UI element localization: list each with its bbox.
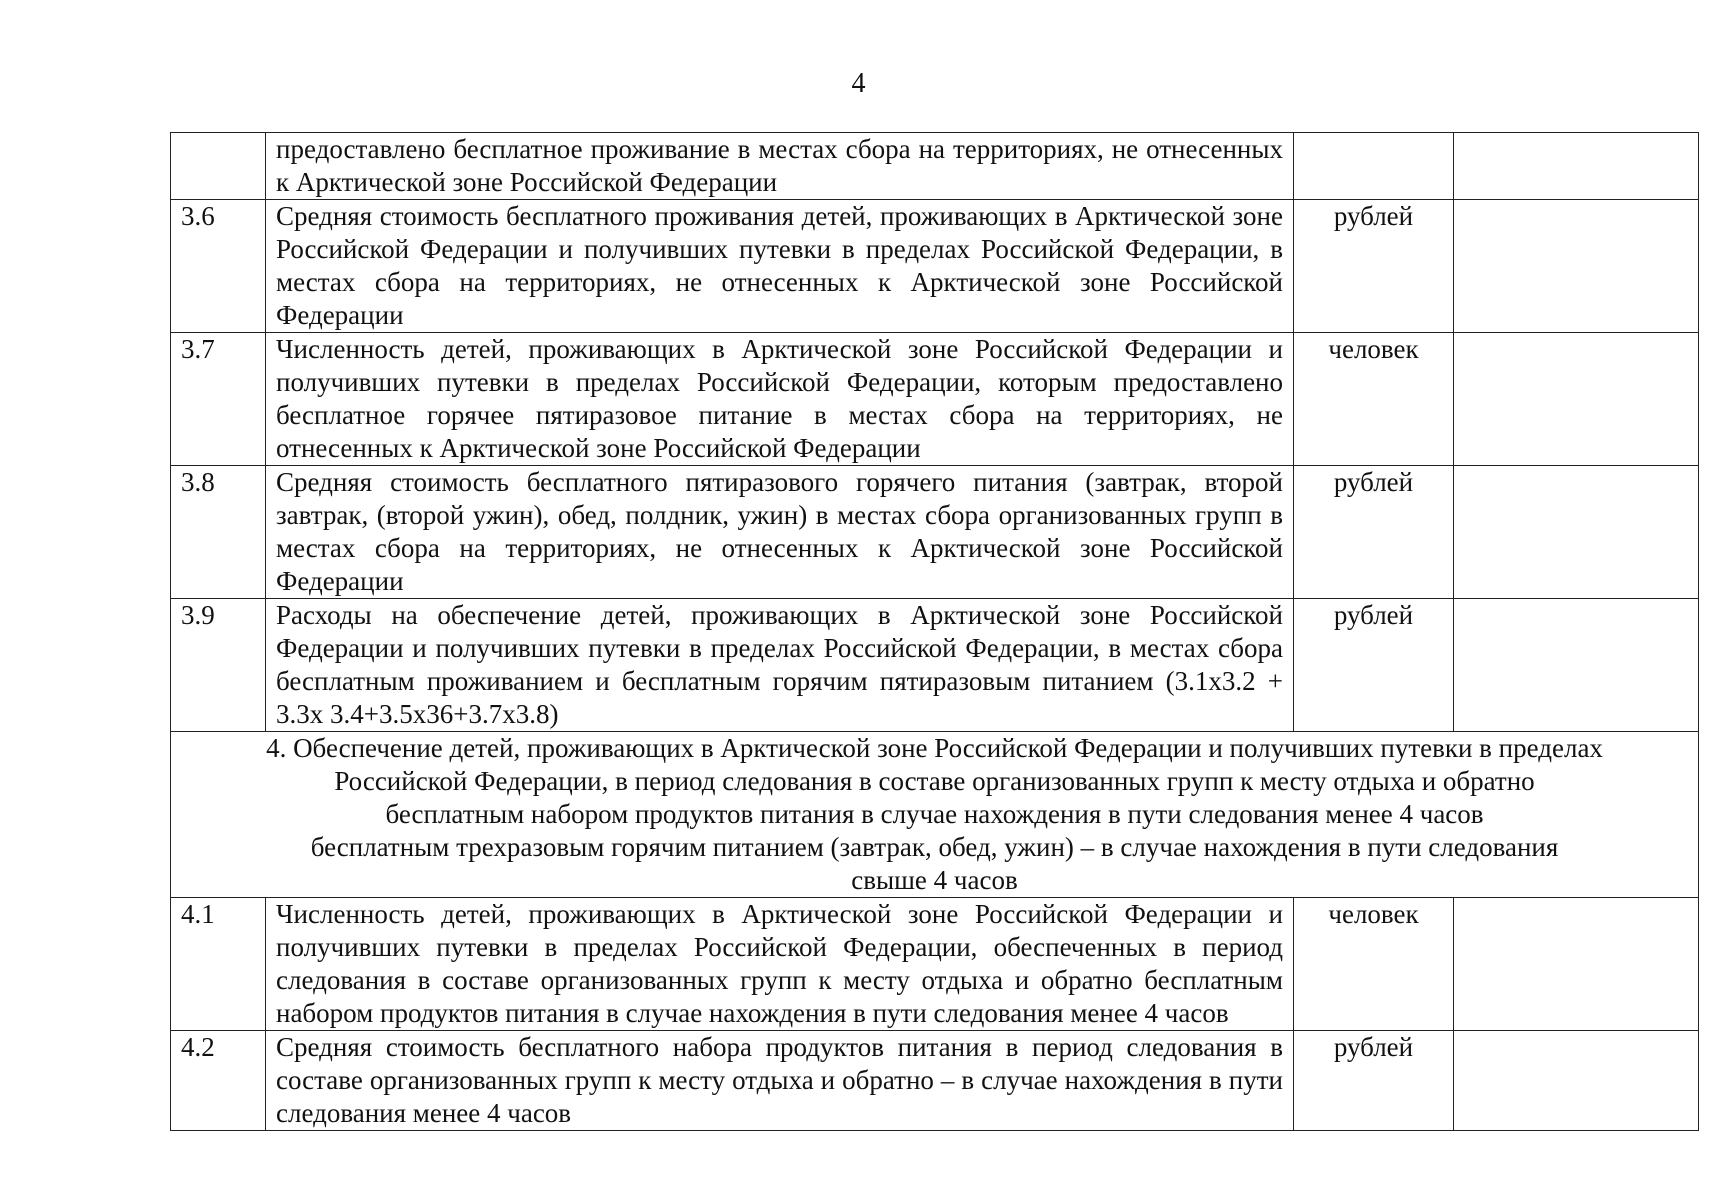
section-heading-line: Российской Федерации, в период следования в составе организованных групп к месту отдыха и обратно [334, 766, 1535, 796]
row-number-cell [171, 133, 266, 200]
table-row [171, 1031, 1699, 1131]
row-number-cell: 4.1 [171, 898, 266, 1031]
value-cell [1454, 466, 1699, 599]
value-cell [1454, 200, 1699, 333]
section-heading-line: 4. Обеспечение детей, проживающих в Арктической зоне Российской Федерации и получивших путевки в пределах [266, 733, 1603, 763]
row-number-cell: 4.2 [171, 1031, 266, 1131]
value-cell [1454, 599, 1699, 732]
table-row [171, 133, 1699, 200]
table-row [171, 898, 1699, 1031]
section-heading-line: свыше 4 часов [851, 865, 1018, 895]
indicator-text-cell: Средняя стоимость бесплатного пятиразового горячего питания (завтрак, второй завтрак, (второй ужин), обед, полдник, ужин) в местах сбора организованных групп в местах сбора на территориях, не отнесенных к Арктической зоне Российской Федерации [266, 466, 1294, 599]
value-cell [1454, 133, 1699, 200]
section-heading-line: бесплатным трехразовым горячим питанием (завтрак, обед, ужин) – в случае нахождения в пути следования [310, 832, 1559, 862]
indicator-text-cell: Средняя стоимость бесплатного проживания детей, проживающих в Арктической зоне Российской Федерации и получивших путевки в пределах Российской Федерации, в местах сбора на территориях, не отнесенных к Арктической зоне Российской Федерации [266, 200, 1294, 333]
unit-cell [1294, 133, 1454, 200]
indicator-text-cell: Численность детей, проживающих в Арктической зоне Российской Федерации и получивших путевки в пределах Российской Федерации, обеспеченных в период следования в составе организованных групп к месту отдыха и обратно бесплатным набором продуктов питания в случае нахождения в пути следования менее 4 часов [266, 898, 1294, 1031]
unit-cell: рублей [1294, 466, 1454, 599]
value-cell [1454, 333, 1699, 466]
section-heading-row [171, 732, 1699, 898]
section-heading-line: бесплатным набором продуктов питания в случае нахождения в пути следования менее 4 часов [385, 799, 1484, 829]
indicator-text-cell: предоставлено бесплатное проживание в местах сбора на территориях, не отнесенных к Арктической зоне Российской Федерации [266, 133, 1294, 200]
table-row [171, 599, 1699, 732]
table-row [171, 200, 1699, 333]
unit-cell: рублей [1294, 200, 1454, 333]
table-row [171, 466, 1699, 599]
indicator-text-cell: Численность детей, проживающих в Арктической зоне Российской Федерации и получивших путевки в пределах Российской Федерации, которым предоставлено бесплатное горячее пятиразовое питание в местах сбора на территориях, не отнесенных к Арктической зоне Российской Федерации [266, 333, 1294, 466]
unit-cell: рублей [1294, 1031, 1454, 1131]
value-cell [1454, 898, 1699, 1031]
page-number: 4 [851, 68, 866, 99]
row-number-cell: 3.9 [171, 599, 266, 732]
unit-cell: человек [1294, 333, 1454, 466]
indicators-table [170, 132, 1699, 1131]
unit-cell: человек [1294, 898, 1454, 1031]
indicator-text-cell: Расходы на обеспечение детей, проживающих в Арктической зоне Российской Федерации и получивших путевки в пределах Российской Федерации, в местах сбора бесплатным проживанием и бесплатным горячим пятиразовым питанием (3.1х3.2 + 3.3х 3.4+3.5х36+3.7х3.8) [266, 599, 1294, 732]
section-4-heading [171, 732, 1699, 898]
unit-cell: рублей [1294, 599, 1454, 732]
value-cell [1454, 1031, 1699, 1131]
row-number-cell: 3.8 [171, 466, 266, 599]
row-number-cell: 3.7 [171, 333, 266, 466]
table-row [171, 333, 1699, 466]
row-number-cell: 3.6 [171, 200, 266, 333]
indicator-text-cell: Средняя стоимость бесплатного набора продуктов питания в период следования в составе организованных групп к месту отдыха и обратно – в случае нахождения в пути следования менее 4 часов [266, 1031, 1294, 1131]
